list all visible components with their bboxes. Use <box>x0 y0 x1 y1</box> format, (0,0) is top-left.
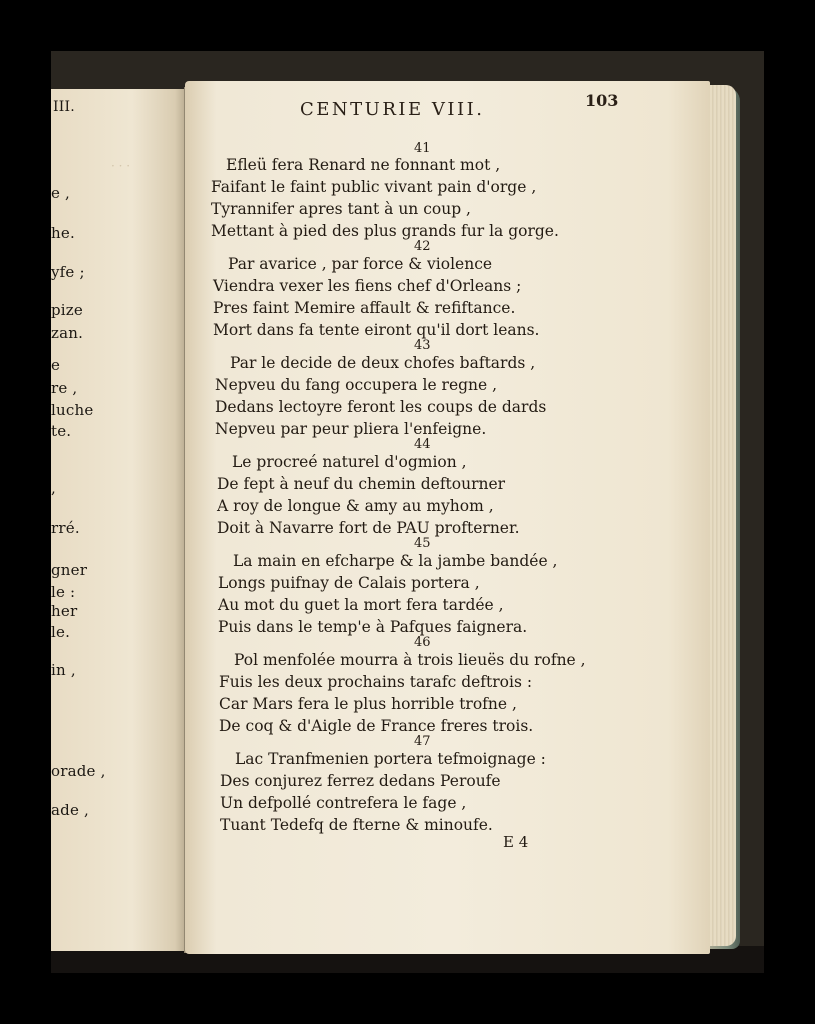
quatrain-number: 47 <box>414 734 431 749</box>
verse-line: Car Mars fera le plus horrible trofne , <box>219 695 517 713</box>
left-line: pize <box>51 301 83 319</box>
quatrain-number: 46 <box>414 635 431 650</box>
verse-line: Efleü fera Renard ne fonnant mot , <box>226 156 501 174</box>
verse-line: Dedans lectoyre feront les coups de dards <box>215 398 547 416</box>
quatrain-number: 42 <box>414 239 431 254</box>
verse-line: Doit à Navarre fort de PAU profterner. <box>217 519 520 537</box>
verse-line: Le procreé naturel d'ogmion , <box>232 453 467 471</box>
verse-line: Mort dans fa tente eiront qu'il dort leans. <box>213 321 540 339</box>
verse-line: Par avarice , par force & violence <box>228 255 493 273</box>
verse-line: A roy de longue & amy au myhom , <box>217 497 494 515</box>
catchword: E 4 <box>503 833 529 851</box>
verse-line: De fept à neuf du chemin deftourner <box>217 475 506 493</box>
verse-line: Mettant à pied des plus grands fur la gorge. <box>211 222 559 240</box>
quatrain-number: 43 <box>414 338 431 353</box>
verse-line: Des conjurez ferrez dedans Peroufe <box>220 772 501 790</box>
book-photo <box>51 51 764 973</box>
verse-line: Viendra vexer les fiens chef d'Orleans ; <box>213 277 522 295</box>
left-line: yfe ; <box>51 263 85 281</box>
left-line: le : <box>51 583 76 601</box>
left-line: zan. <box>51 324 84 342</box>
right-page <box>185 81 710 954</box>
left-line: le. <box>51 623 71 641</box>
left-running-head: III. <box>53 99 75 115</box>
left-page <box>51 89 186 951</box>
quatrain-number: 45 <box>414 536 431 551</box>
left-line: gner <box>51 561 88 579</box>
left-line: e , <box>51 184 71 202</box>
verse-line: Pres faint Memire affault & refiftance. <box>213 299 516 317</box>
left-line: rré. <box>51 519 80 537</box>
page-number: 103 <box>585 91 619 110</box>
verse-line: Longs puifnay de Calais portera , <box>218 574 480 592</box>
left-line: he. <box>51 224 75 242</box>
verse-line: Un defpollé contrefera le fage , <box>220 794 467 812</box>
left-line: , <box>51 479 56 497</box>
left-line: ade , <box>51 801 89 819</box>
verse-line: La main en efcharpe & la jambe bandée , <box>233 552 558 570</box>
verse-line: De coq & d'Aigle de France freres trois. <box>219 717 534 735</box>
verse-line: Tuant Tedefq de fterne & minoufe. <box>220 816 493 834</box>
verse-line: Au mot du guet la mort fera tardée , <box>218 596 504 614</box>
left-line: re , <box>51 379 78 397</box>
verse-line: Fuis les deux prochains tarafc deftrois : <box>219 673 533 691</box>
verse-line: Nepveu par peur pliera l'enfeigne. <box>215 420 487 438</box>
left-line: e <box>51 356 61 374</box>
verse-line: Faifant le faint public vivant pain d'orge , <box>211 178 537 196</box>
left-line: te. <box>51 422 72 440</box>
verse-line: Pol menfolée mourra à trois lieuës du rofne , <box>234 651 586 669</box>
left-line: in , <box>51 661 76 679</box>
verse-line: Nepveu du fang occupera le regne , <box>215 376 498 394</box>
verse-line: Lac Tranfmenien portera tefmoignage : <box>235 750 546 768</box>
verse-line: Tyrannifer apres tant à un coup , <box>211 200 471 218</box>
left-line: luche <box>51 401 94 419</box>
running-head: CENTURIE VIII. <box>300 99 485 120</box>
verse-line: Par le decide de deux chofes baftards , <box>230 354 536 372</box>
verse-line: Puis dans le temp'e à Pafques faignera. <box>218 618 528 636</box>
left-page-text <box>51 89 186 951</box>
quatrain-number: 41 <box>414 141 431 156</box>
bleed-through: · · · <box>111 159 131 173</box>
left-line: orade , <box>51 762 106 780</box>
quatrain-number: 44 <box>414 437 431 452</box>
left-line: her <box>51 602 78 620</box>
